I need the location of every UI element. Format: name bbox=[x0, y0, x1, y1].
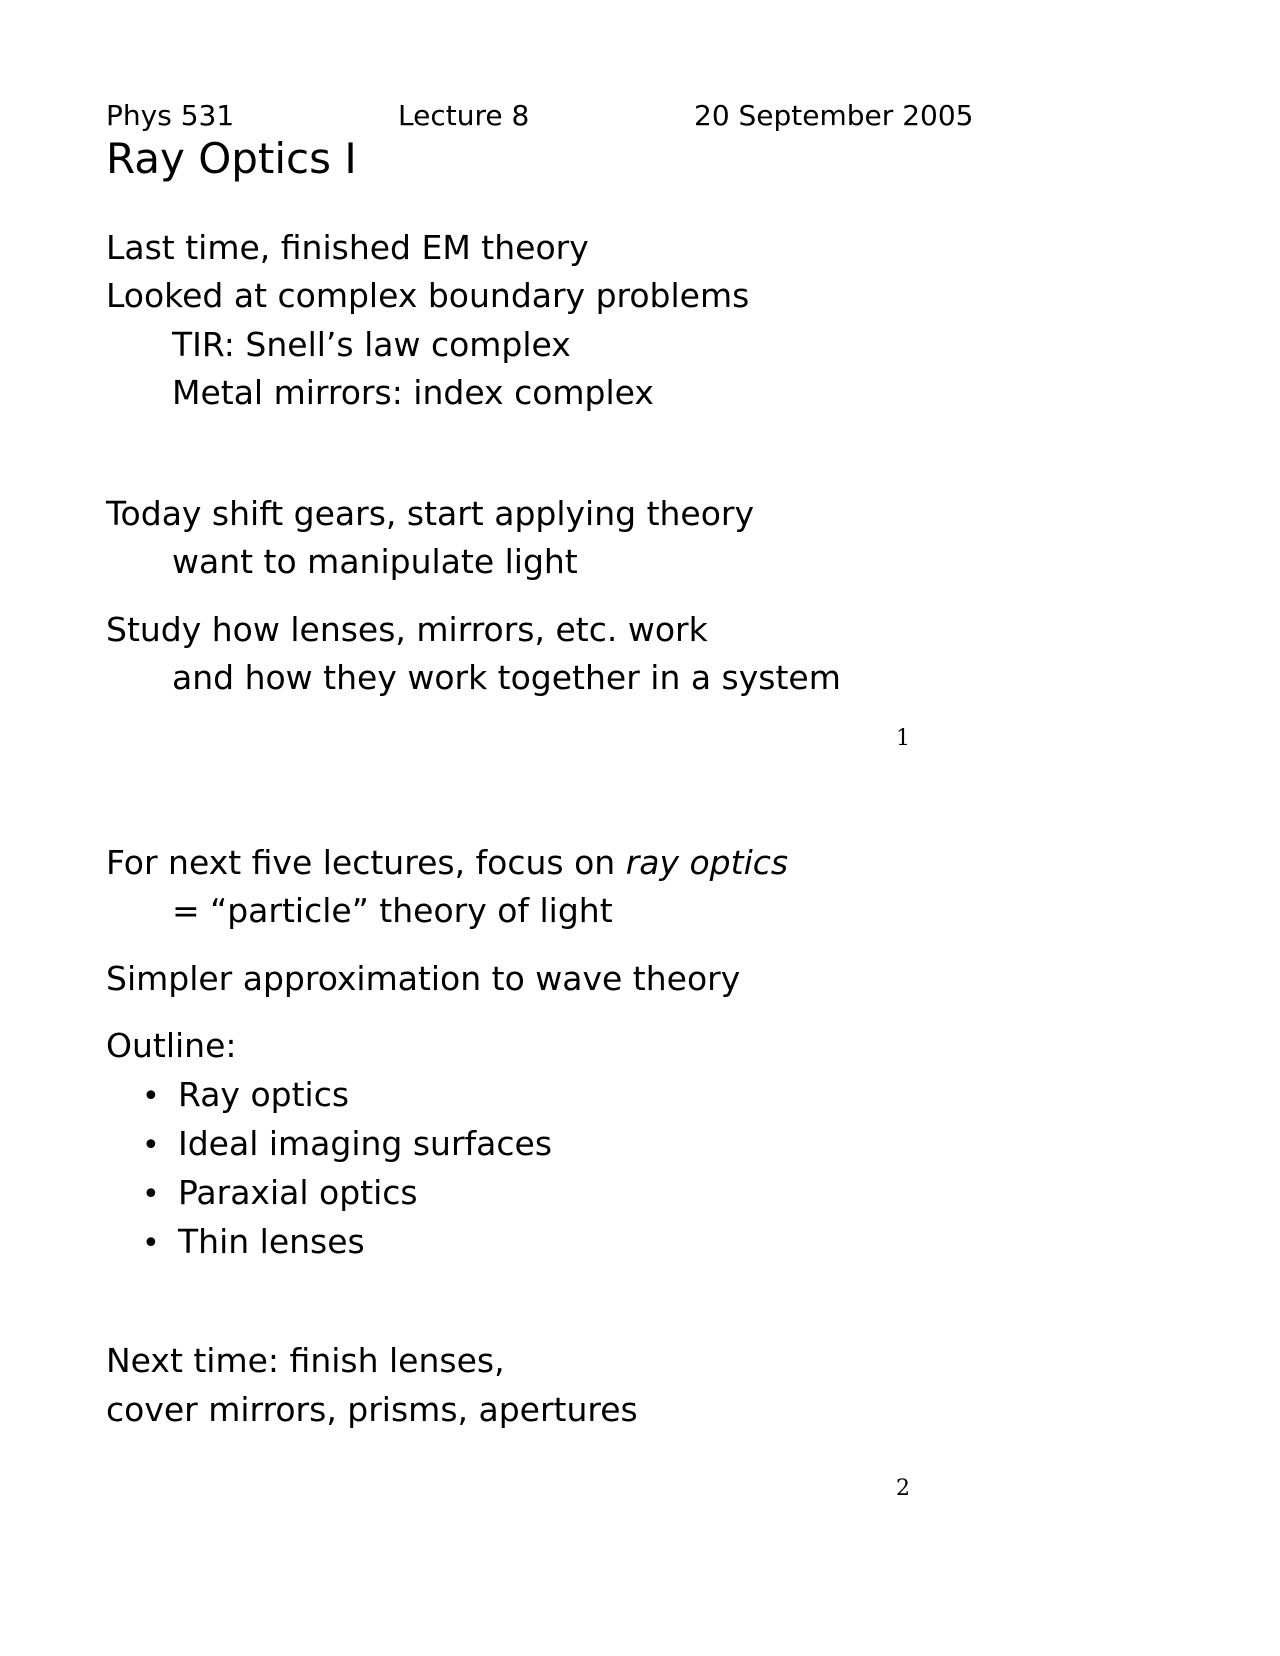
p2-intro-continuation: = “particle” theory of light bbox=[172, 891, 613, 930]
p2-next-1: Next time: finish lenses, bbox=[106, 1341, 505, 1380]
date-label: 20 September 2005 bbox=[694, 99, 974, 132]
p2-intro-prefix: For next five lectures, focus on bbox=[106, 843, 626, 882]
page-number-2: 2 bbox=[896, 1476, 910, 1501]
bullet-icon: • bbox=[142, 1177, 160, 1212]
p1-line-3: TIR: Snell’s law complex bbox=[172, 325, 571, 364]
outline-item bbox=[142, 1173, 418, 1215]
p1-line-4: Metal mirrors: index complex bbox=[172, 373, 654, 412]
p1-line-8: and how they work together in a system bbox=[172, 658, 841, 697]
outline-item-text: Thin lenses bbox=[178, 1222, 365, 1261]
p2-simpler: Simpler approximation to wave theory bbox=[106, 959, 741, 998]
bullet-icon: • bbox=[142, 1226, 160, 1261]
page-title: Ray Optics I bbox=[106, 134, 357, 183]
p1-line-2: Looked at complex boundary problems bbox=[106, 276, 750, 315]
outline-item-text: Ideal imaging surfaces bbox=[178, 1124, 553, 1163]
page-number-1: 1 bbox=[896, 726, 910, 751]
p2-outline-label: Outline: bbox=[106, 1026, 237, 1065]
bullet-icon: • bbox=[142, 1079, 160, 1114]
outline-item bbox=[142, 1222, 365, 1264]
outline-item bbox=[142, 1075, 349, 1117]
outline-item bbox=[142, 1124, 552, 1166]
lecture-label: Lecture 8 bbox=[398, 99, 530, 132]
course-label: Phys 531 bbox=[106, 99, 235, 132]
p2-next-2: cover mirrors, prisms, apertures bbox=[106, 1390, 638, 1429]
p1-line-1: Last time, finished EM theory bbox=[106, 228, 589, 267]
p2-intro bbox=[106, 843, 788, 883]
outline-item-text: Paraxial optics bbox=[178, 1173, 418, 1212]
bullet-icon: • bbox=[142, 1128, 160, 1163]
p1-line-7: Study how lenses, mirrors, etc. work bbox=[106, 610, 708, 649]
p2-intro-emphasis: ray optics bbox=[625, 843, 789, 882]
p1-line-5: Today shift gears, start applying theory bbox=[106, 494, 755, 533]
outline-item-text: Ray optics bbox=[178, 1075, 350, 1114]
p1-line-6: want to manipulate light bbox=[172, 542, 578, 581]
